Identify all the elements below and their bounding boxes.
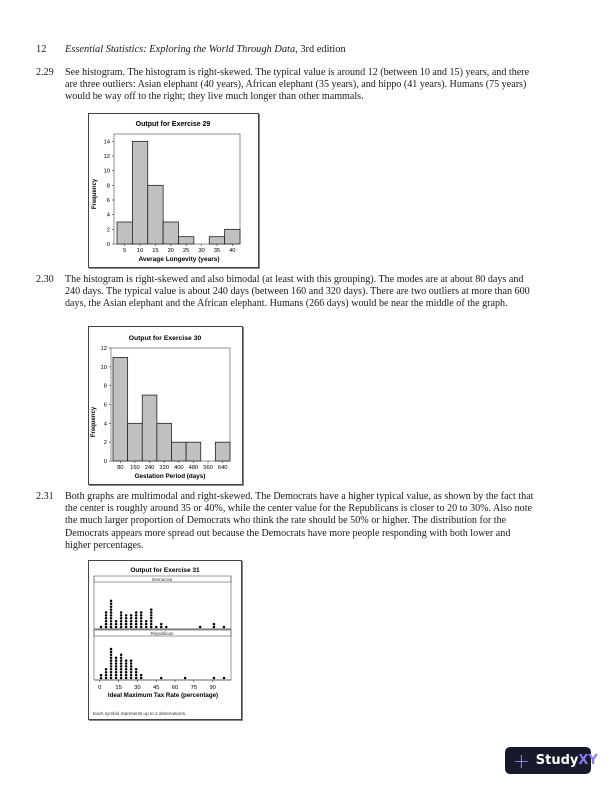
dot	[160, 626, 163, 629]
dot	[110, 608, 113, 611]
dot	[135, 668, 138, 671]
y-tick-label: 14	[103, 139, 110, 146]
dot	[105, 617, 108, 620]
dot	[150, 626, 153, 629]
exercise-number: 2.30	[36, 274, 54, 285]
dot	[120, 674, 123, 677]
y-tick-label: 8	[106, 183, 110, 190]
dot	[110, 617, 113, 620]
dot	[110, 671, 113, 674]
histogram-bar	[132, 141, 147, 244]
x-tick-label: 90	[209, 685, 216, 691]
dot	[120, 617, 123, 620]
exercise-2-31	[36, 491, 536, 552]
histogram-bar	[186, 442, 201, 461]
dot	[150, 608, 153, 611]
dot	[135, 623, 138, 626]
dot	[110, 614, 113, 617]
dot	[125, 668, 128, 671]
dot	[120, 623, 123, 626]
dot	[213, 677, 216, 680]
book-edition: , 3rd edition	[295, 44, 346, 55]
dot	[130, 614, 133, 617]
exercise-text: Both graphs are multimodal and right-skewed. The Democrats have a higher typical value, as shown by the fact that the center is roughly around 35 or 40%, while the center value for the Republicans is closer to 20 to 30%. Also note the much larger proportion of Democrats who think the rate should be 50% or higher. The distribution for the Democrats appears more spread out because the Democrats have more people responding with both lower and higher percentages.	[65, 491, 534, 551]
chart-title: Output for Exercise 29	[135, 121, 211, 128]
dot	[110, 620, 113, 623]
dot	[115, 665, 118, 668]
x-tick-label: 60	[171, 685, 179, 691]
x-tick-label: 15	[152, 248, 159, 254]
histogram-bar	[215, 442, 230, 461]
histogram-30-svg	[89, 327, 242, 484]
dot	[135, 617, 138, 620]
dot	[140, 611, 143, 614]
dot	[135, 614, 138, 617]
dot	[125, 623, 128, 626]
dot	[140, 626, 143, 629]
dot	[130, 620, 133, 623]
dot	[160, 623, 163, 626]
dot	[120, 614, 123, 617]
histogram-bar	[163, 222, 178, 244]
dot	[135, 611, 138, 614]
dot	[110, 648, 113, 651]
dot	[135, 620, 138, 623]
dot	[110, 603, 113, 606]
y-tick-label: 10	[100, 364, 107, 371]
dot	[110, 674, 113, 677]
dot	[120, 654, 123, 657]
dot	[120, 668, 123, 671]
dot	[145, 623, 148, 626]
dot	[150, 620, 153, 623]
dot	[213, 626, 216, 629]
dot	[110, 651, 113, 654]
dot	[125, 620, 128, 623]
dot	[125, 677, 128, 680]
dot	[105, 671, 108, 674]
x-tick-label: 20	[167, 248, 175, 254]
dot	[120, 620, 123, 623]
dot	[165, 626, 168, 629]
histogram-bar	[179, 237, 194, 244]
dot	[135, 674, 138, 677]
x-tick-label: 80	[117, 465, 124, 471]
histogram-exercise-29	[88, 113, 259, 268]
dot	[120, 659, 123, 662]
y-tick-label: 0	[103, 459, 107, 465]
dot	[110, 600, 113, 603]
dot	[120, 671, 123, 674]
x-tick-label: 75	[190, 685, 198, 691]
dot	[115, 677, 118, 680]
brand-text: Study	[535, 753, 579, 768]
y-axis-label: Frequency	[92, 178, 98, 210]
exercise-number: 2.29	[36, 67, 54, 78]
dot	[130, 674, 133, 677]
dot	[105, 611, 108, 614]
dot	[140, 677, 143, 680]
y-tick-label: 12	[100, 346, 107, 352]
dot	[140, 617, 143, 620]
dot	[120, 656, 123, 659]
dot	[110, 654, 113, 657]
exercise-2-29	[36, 67, 536, 104]
x-tick-label: 40	[229, 248, 236, 254]
dot	[120, 662, 123, 665]
dot	[160, 677, 163, 680]
histogram-bar	[148, 185, 163, 244]
dot	[115, 623, 118, 626]
chart-title: Output for Exercise 30	[128, 335, 202, 342]
dot	[130, 677, 133, 680]
x-tick-label: 320	[159, 465, 170, 471]
dot	[140, 614, 143, 617]
y-tick-label: 2	[103, 440, 107, 447]
dot	[135, 671, 138, 674]
x-axis-label: Ideal Maximum Tax Rate (percentage)	[107, 692, 219, 699]
dot	[130, 626, 133, 629]
brand-text-accent: XY	[578, 753, 598, 768]
y-tick-label: 10	[103, 168, 110, 175]
page-header	[36, 44, 346, 55]
dot	[140, 623, 143, 626]
x-tick-label: 5	[123, 248, 127, 254]
y-tick-label: 4	[106, 212, 110, 219]
histogram-bar	[113, 357, 128, 461]
histogram-bar	[225, 229, 240, 244]
dot	[140, 620, 143, 623]
dot	[125, 659, 128, 662]
y-tick-label: 8	[103, 383, 107, 390]
y-axis-label: Frequency	[91, 406, 97, 438]
dot	[140, 674, 143, 677]
plot-area	[101, 346, 230, 471]
y-tick-label: 6	[106, 198, 110, 204]
dot	[115, 668, 118, 671]
dot	[125, 617, 128, 620]
dot	[115, 662, 118, 665]
dot	[223, 677, 226, 680]
dot	[100, 626, 103, 629]
y-tick-label: 0	[106, 242, 110, 248]
x-tick-label: 400	[173, 465, 184, 471]
x-tick-label: 240	[144, 465, 155, 471]
dot	[150, 611, 153, 614]
histogram-bar	[142, 395, 157, 461]
dot	[105, 620, 108, 623]
dot	[105, 626, 108, 629]
dot	[125, 662, 128, 665]
dot	[130, 665, 133, 668]
panel-label-democrat: Democrat	[152, 577, 172, 582]
dot	[130, 659, 133, 662]
y-tick-label: 4	[103, 421, 107, 428]
dot	[105, 674, 108, 677]
dot	[110, 668, 113, 671]
footnote: Each symbol represents up to 2 observations.	[93, 711, 187, 716]
histogram-bar	[209, 237, 224, 244]
dot	[223, 626, 226, 629]
chart-title: Output for Exercise 31	[130, 567, 200, 574]
dot	[130, 623, 133, 626]
y-tick-label: 2	[106, 227, 110, 234]
plus-icon: +	[513, 748, 530, 773]
page-number: 12	[36, 44, 47, 55]
dot	[145, 620, 148, 623]
dot	[120, 677, 123, 680]
x-tick-label: 0	[98, 685, 102, 691]
plot-area	[104, 134, 240, 254]
x-axis-label: Gestation Period (days)	[134, 473, 206, 480]
dot	[110, 626, 113, 629]
histogram-exercise-30	[88, 326, 243, 485]
dot	[115, 659, 118, 662]
y-tick-label: 6	[103, 402, 107, 409]
x-tick-label: 480	[188, 465, 199, 471]
dots	[100, 600, 225, 680]
x-tick-label: 160	[130, 465, 140, 471]
x-tick-label: 45	[152, 685, 160, 691]
x-tick-label: 15	[115, 685, 122, 691]
dot	[130, 662, 133, 665]
book-title: Essential Statistics: Exploring the World Through Data	[65, 44, 296, 55]
dot	[150, 623, 153, 626]
dot	[110, 677, 113, 680]
dot	[199, 626, 202, 629]
dot	[125, 665, 128, 668]
x-tick-label: 25	[182, 248, 190, 254]
dot	[110, 623, 113, 626]
histogram-bar	[128, 423, 143, 461]
exercise-text: The histogram is right-skewed and also bimodal (at least with this grouping). The modes are at about 80 days and 240 days. The typical value is about 240 days (between 160 and 320 days). There are two outliers at more than 600 days, the Asian elephant and the African elephant. Humans (266 days) would be near the middle of the graph.	[65, 274, 530, 310]
dot	[125, 626, 128, 629]
histogram-bar	[172, 442, 187, 461]
dot	[150, 617, 153, 620]
dot	[100, 677, 103, 680]
dot	[125, 614, 128, 617]
dot	[105, 668, 108, 671]
dot	[110, 662, 113, 665]
dot	[145, 626, 148, 629]
dot	[130, 668, 133, 671]
x-ticks	[98, 680, 216, 691]
exercise-number: 2.31	[36, 491, 54, 502]
dotplot-31-svg	[89, 561, 241, 719]
dot	[155, 626, 158, 629]
histogram-bar	[157, 423, 172, 461]
dot	[110, 659, 113, 662]
x-axis-label: Average Longevity (years)	[138, 256, 220, 263]
dot	[125, 674, 128, 677]
dot	[120, 611, 123, 614]
x-tick-label: 30	[198, 248, 205, 254]
x-tick-label: 640	[217, 465, 228, 471]
x-tick-label: 560	[203, 465, 213, 471]
dot	[125, 671, 128, 674]
dot	[110, 665, 113, 668]
exercise-2-30	[36, 274, 536, 311]
dot	[115, 674, 118, 677]
dot	[115, 671, 118, 674]
histogram-bar	[117, 222, 132, 244]
dot	[135, 626, 138, 629]
x-tick-label: 30	[134, 685, 141, 691]
dot	[105, 614, 108, 617]
dot	[115, 656, 118, 659]
dot	[184, 677, 187, 680]
panel-label-republican: Republican	[150, 631, 174, 636]
dot	[105, 623, 108, 626]
dot	[120, 665, 123, 668]
y-tick-label: 12	[103, 154, 110, 160]
studyxy-watermark	[505, 747, 598, 774]
dotplot-exercise-31	[88, 560, 242, 720]
histogram-29-svg	[89, 114, 258, 267]
dot	[100, 674, 103, 677]
x-tick-label: 35	[213, 248, 221, 254]
dot	[110, 611, 113, 614]
dot	[115, 620, 118, 623]
dot	[105, 677, 108, 680]
dot	[213, 623, 216, 626]
dot	[135, 677, 138, 680]
dot	[130, 671, 133, 674]
dot	[115, 626, 118, 629]
dot	[150, 614, 153, 617]
exercise-text: See histogram. The histogram is right-skewed. The typical value is around 12 (between 10 and 15) years, and there are three outliers: Asian elephant (40 years), African elephant (35 years), and hippo (41 years). Humans (75 years) would be way off to the right; they live much longer than other mammals.	[65, 67, 530, 103]
dot	[120, 626, 123, 629]
x-tick-label: 10	[136, 248, 144, 254]
dot	[130, 617, 133, 620]
dot	[110, 605, 113, 608]
dot	[110, 656, 113, 659]
